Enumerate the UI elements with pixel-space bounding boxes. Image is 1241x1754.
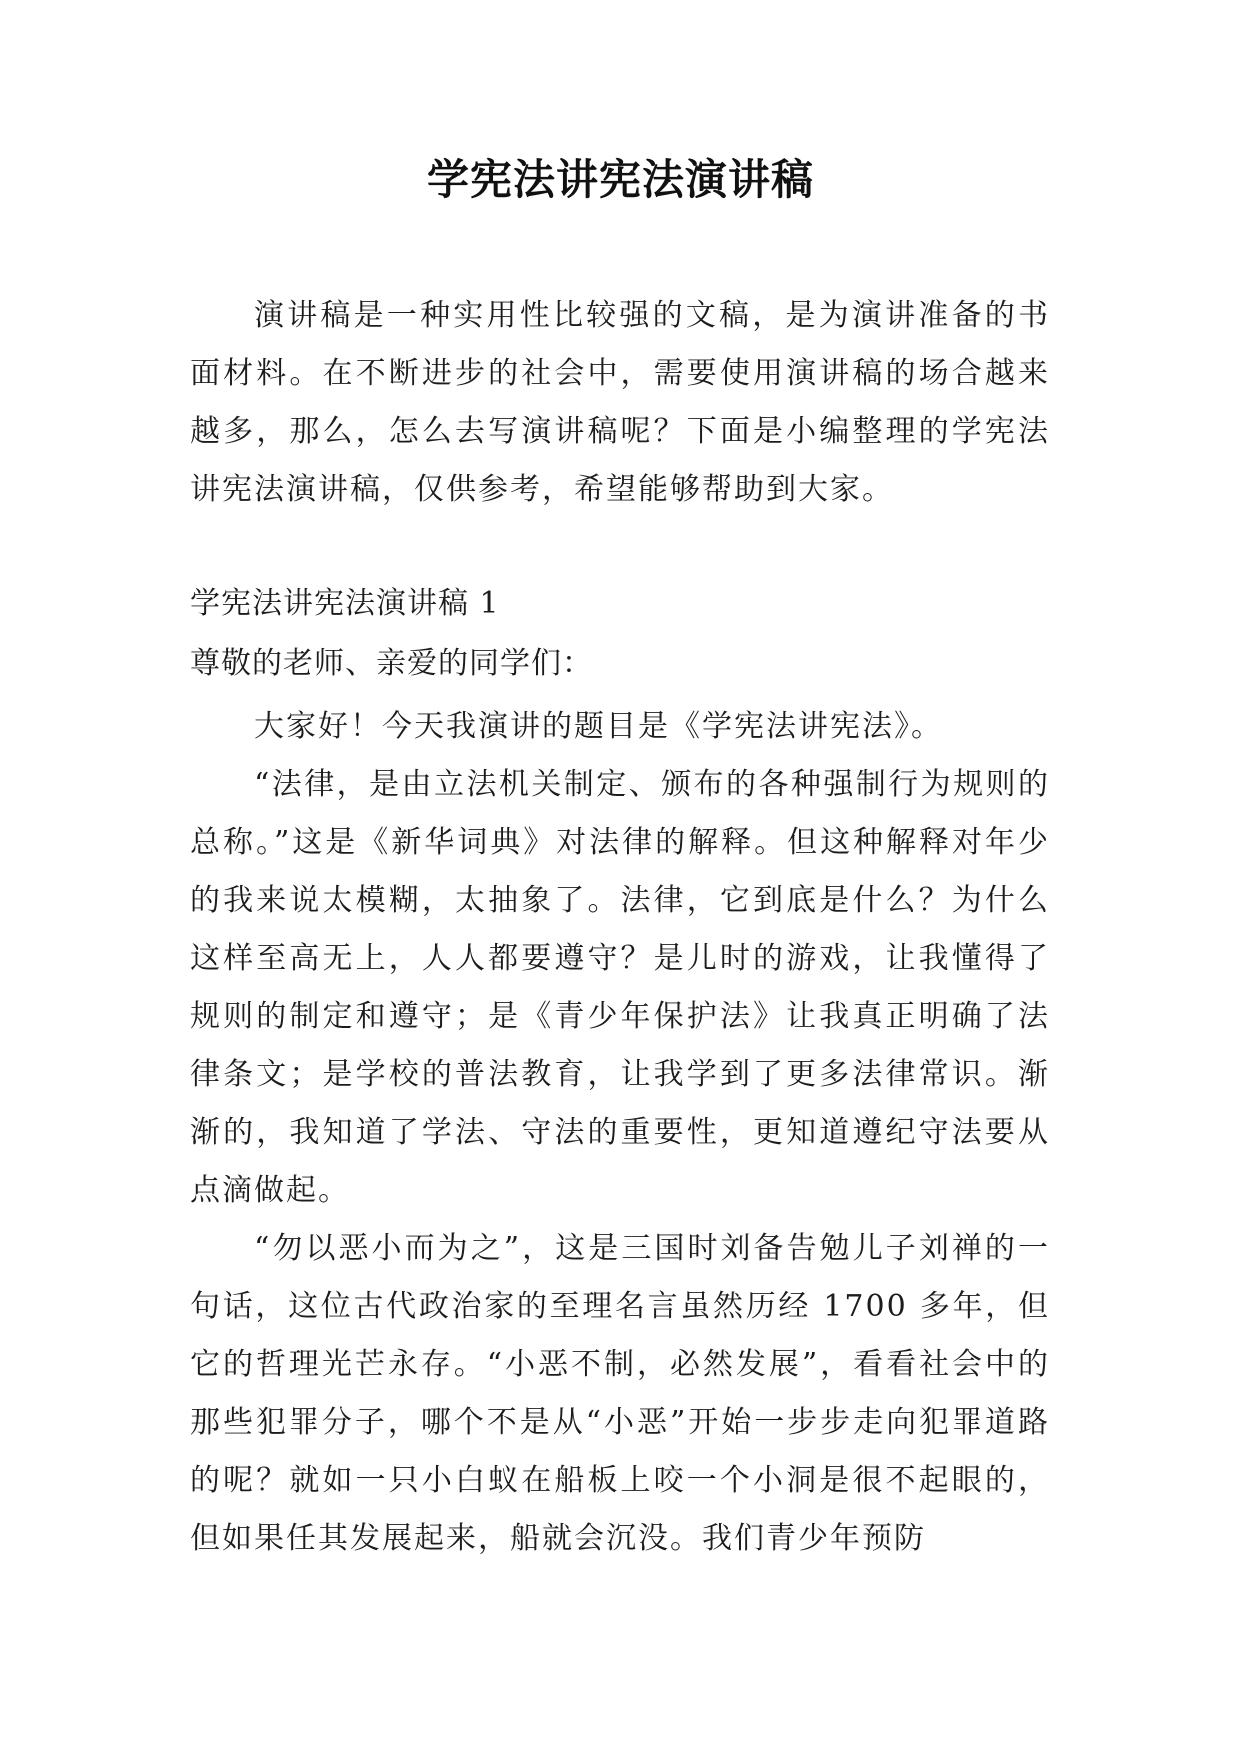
body-paragraph: “法律，是由立法机关制定、颁布的各种强制行为规则的总称。”这是《新华词典》对法律的解释。但这种解释对年少的我来说太模糊，太抽象了。法律，它到底是什么？为什么这样至高无上，人人都要遵守？是儿时的游戏，让我懂得了规则的制定和遵守；是《青少年保护法》让我真正明确了法律条文；是学校的普法教育，让我学到了更多法律常识。渐渐的，我知道了学法、守法的重要性，更知道遵纪守法要从点滴做起。 [190,767,1050,1208]
body-paragraph: 大家好！今天我演讲的题目是《学宪法讲宪法》。 [254,709,943,744]
section-heading: 学宪法讲宪法演讲稿 1 [190,586,500,621]
body-paragraph: “勿以恶小而为之”，这是三国时刘备告勉儿子刘禅的一句话，这位古代政治家的至理名言虽然历经 1700 多年，但它的哲理光芒永存。“小恶不制，必然发展”，看看社会中的那些犯罪分子，哪个不是从“小恶”开始一步步走向犯罪道路的呢？就如一只小白蚁在船板上咬一个小洞是很不起眼的，但如果任其发展起来，船就会沉没。我们青少年预防 [190,1231,1050,1556]
intro-paragraph: 演讲稿是一种实用性比较强的文稿，是为演讲准备的书面材料。在不断进步的社会中，需要使用演讲稿的场合越来越多，那么，怎么去写演讲稿呢？下面是小编整理的学宪法讲宪法演讲稿，仅供参考，希望能够帮助到大家。 [190,298,1050,507]
document-title: 学宪法讲宪法演讲稿 [426,155,814,204]
speech-body [190,698,1050,1568]
salutation: 尊敬的老师、亲爱的同学们： [190,646,593,681]
intro-section [190,287,1050,519]
